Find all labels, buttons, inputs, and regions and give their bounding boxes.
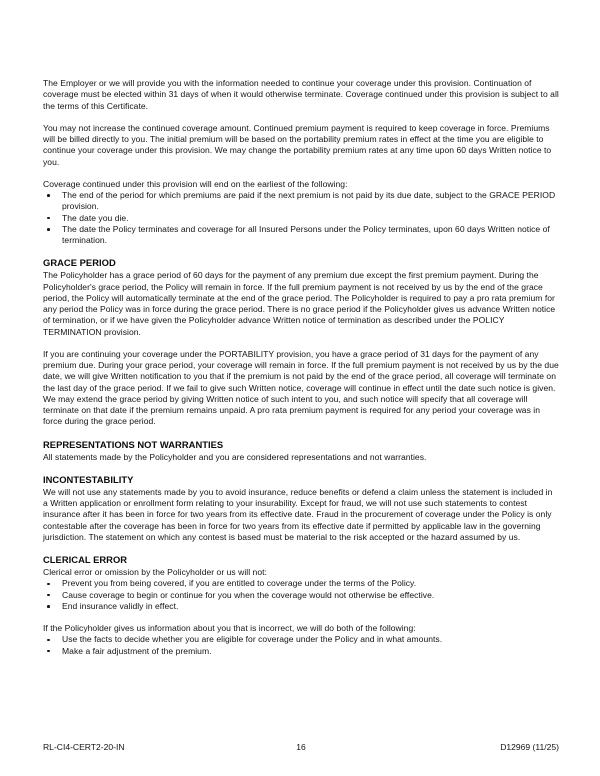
list-item <box>43 190 559 213</box>
list-item <box>43 601 559 612</box>
list-coverage-end-conditions <box>43 190 559 246</box>
list-item-text: Prevent you from being covered, if you are entitled to coverage under the terms of the Policy. <box>62 578 417 589</box>
list-item-text: End insurance validly in effect. <box>62 600 179 611</box>
section-heading-incontestability: INCONTESTABILITY <box>43 473 134 485</box>
list-item <box>43 578 559 589</box>
paragraph-grace-period-portability: If you are continuing your coverage under the PORTABILITY provision, you have a grace period of 31 days for the payment of any premium due. During your grace period, your coverage will remain in force. If the full premium payment is not received by us by the due date, we will give Written notification to you that if the premium is not paid by the end of the grace period, all coverage will terminate on the last day of the grace period. If we fail to give such Written notice, coverage will continue in effect until the date such notice is given. We may extend the grace period by giving Written notice of such intent to you, and such notice will specify that all coverage will terminate on that date if the premium remains unpaid. A pro rata premium payment is required for any period your coverage was in force during the grace period. <box>43 348 559 427</box>
bullet-dot-icon <box>47 594 50 597</box>
footer-document-code: D12969 (11/25) <box>500 742 559 752</box>
list-item <box>43 646 559 657</box>
bullet-dot-icon <box>47 583 50 586</box>
bullet-dot-icon <box>47 605 50 608</box>
paragraph-coverage-end-intro: Coverage continued under this provision will end on the earliest of the following: <box>43 178 348 189</box>
footer-page-number: 16 <box>296 742 306 752</box>
paragraph-incorrect-information-intro: If the Policyholder gives us information about you that is incorrect, we will do both of the following: <box>43 623 416 633</box>
list-item-text: Make a fair adjustment of the premium. <box>62 645 212 656</box>
paragraph-grace-period-policyholder: The Policyholder has a grace period of 60 days for the payment of any premium due except the first premium payment. During the Policyholder's grace period, the Policy will remain in force. If the full premium payment is not received by us by the end of the grace period, the Policy will automatically terminate at the end of the grace period. The Policyholder is required to pay a pro rata premium for any period the Policy was in force during the grace period. There is no grace period if the Policyholder gives us advance Written notice of termination, or if we have given the Policyholder advance Written notice of termination as described under the POLICY TERMINATION provision. <box>43 270 556 337</box>
paragraph-clerical-error-intro: Clerical error or omission by the Policyholder or us will not: <box>43 567 267 577</box>
bullet-dot-icon <box>47 194 50 197</box>
bullet-dot-icon <box>47 217 50 220</box>
list-item <box>43 213 559 224</box>
page-footer <box>43 741 559 755</box>
section-heading-representations-not-warranties: REPRESENTATIONS NOT WARRANTIES <box>43 438 224 450</box>
bullet-dot-icon <box>47 639 50 642</box>
footer-form-number: RL-CI4-CERT2-20-IN <box>43 742 125 752</box>
paragraph-continued-coverage-amount: You may not increase the continued coverage amount. Continued premium payment is required to keep coverage in force. Premiums will be billed directly to you. The initial premium will be based on the portability premium rates in effect at the time you are eligible to continue your coverage under this provision. We may change the portability premium rates at any time upon 60 days Written notice to you. <box>43 122 552 167</box>
list-item-text: The date you die. <box>62 212 129 223</box>
list-item-text: The date the Policy terminates and coverage for all Insured Persons under the Policy terminates, upon 60 days Written notice of termination. <box>62 223 550 245</box>
paragraph-incontestability: We will not use any statements made by you to avoid insurance, reduce benefits or defend a claim unless the statement is included in a Written application or enrollment form relating to your insurability. Except for fraud, we will not use such statements to contest insurance after it has been in force for two years from its effective date. Fraud in the procurement of coverage under the Policy is only contestable after the coverage has been in force for two years from its effective date if permitted by applicable law in the governing jurisdiction. The statement on which any contest is based must be material to the risk accepted or the hazard assumed by us. <box>43 486 553 542</box>
section-heading-grace-period: GRACE PERIOD <box>43 257 116 269</box>
list-item-text: Cause coverage to begin or continue for you when the coverage would not otherwise be effective. <box>62 589 435 600</box>
list-item-text: Use the facts to decide whether you are eligible for coverage under the Policy and in what amounts. <box>62 634 443 645</box>
section-heading-clerical-error: CLERICAL ERROR <box>43 554 128 565</box>
list-incorrect-information-actions <box>43 634 559 657</box>
document-body <box>43 78 559 657</box>
bullet-dot-icon <box>47 650 50 653</box>
paragraph-employer-provision: The Employer or we will provide you with the information needed to continue your coverage under this provision. Continuation of coverage must be elected within 31 days of when it would otherwise terminate. Coverage continued under this provision is subject to all the terms of this Certificate. <box>43 78 559 111</box>
bullet-dot-icon <box>47 228 50 231</box>
list-item-text: The end of the period for which premiums are paid if the next premium is not paid by its due date, subject to the GRACE PERIOD provision. <box>62 190 556 212</box>
list-item <box>43 634 559 645</box>
list-item <box>43 590 559 601</box>
list-item <box>43 224 559 247</box>
paragraph-representations: All statements made by the Policyholder and you are considered representations and not warranties. <box>43 451 427 462</box>
list-clerical-error-will-not <box>43 578 559 612</box>
